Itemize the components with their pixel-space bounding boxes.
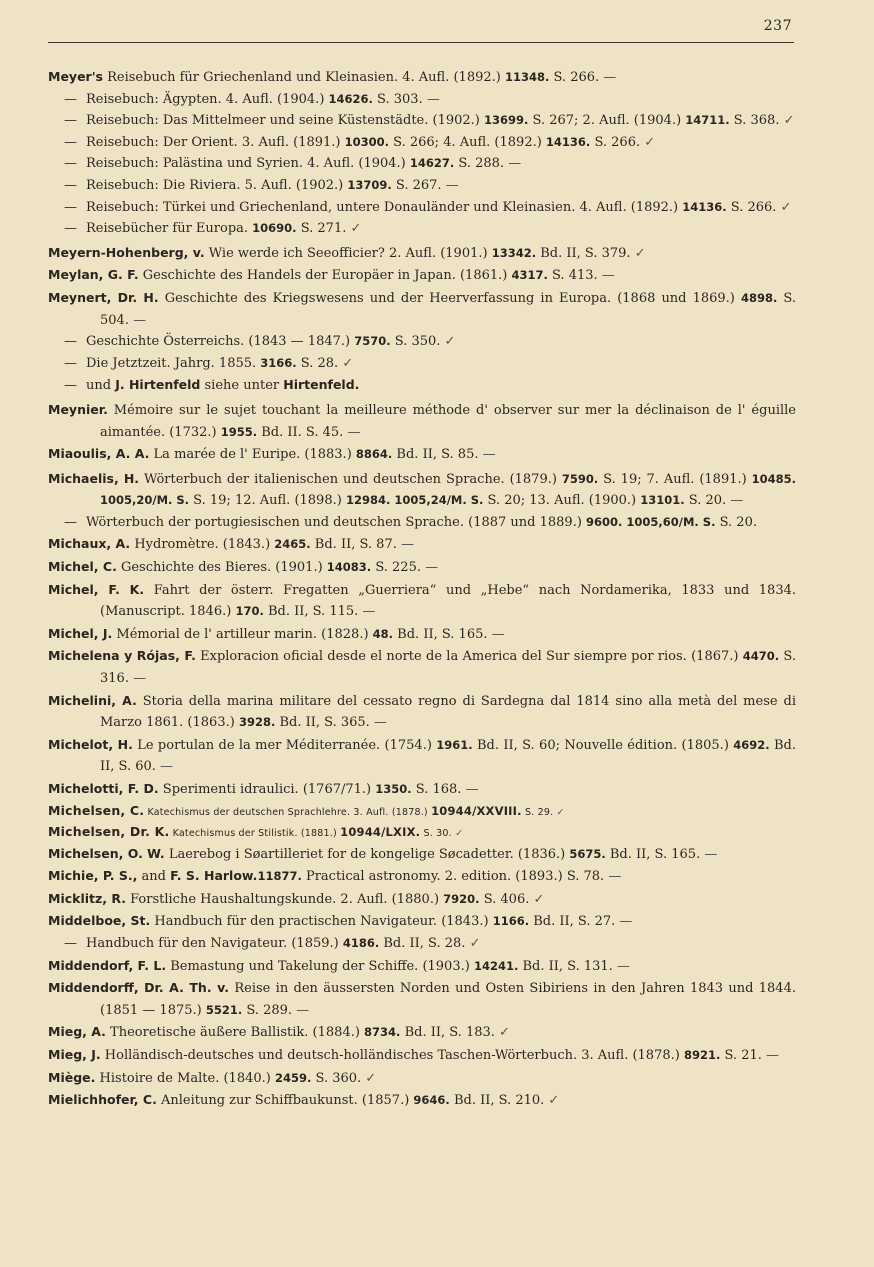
catalog-entry [48,623,796,646]
entry-catalog-number: 13709. [347,177,392,192]
entry-reference: S. 350. [390,334,441,350]
entry-reference: S. 266. [590,134,641,150]
catalog-entry [48,778,796,801]
entry-reference: S. 271. [296,221,347,237]
entry-reference: Bd. II, S. 379. [536,245,631,261]
entry-title: Fahrt der österr. Fregatten „Guerriera“ und „Hebe“ nach Nordamerika, 1833 und 1834. (Manuscript. 1846.) [100,582,796,620]
entry-catalog-number: 11877. [257,869,302,884]
entry-catalog-number: 8921. [683,1047,721,1062]
entry-reference: S. 78. [566,869,605,885]
entry-author: Michaelis, H. [48,470,140,486]
entry-catalog-number: 8734. [364,1025,401,1040]
catalog-entry [48,197,796,219]
entry-author: Meyer's [48,69,103,84]
check-mark: — [369,715,387,731]
ditto-dash: — [64,113,77,129]
entry-author: Mieg, A. [48,1024,106,1040]
ditto-dash: — [64,334,77,350]
catalog-entry [48,801,796,822]
entry-catalog-number: 12984. 1005,24/M. S. [345,493,484,508]
entry-author: Middelboe, St. [48,913,151,929]
entry-catalog-number: 4692. [733,737,770,752]
catalog-entry [48,1089,796,1112]
entry-catalog-number: 170. [235,604,264,619]
check-mark: — [612,958,630,974]
entry-reference: S. 288. [454,156,505,172]
entry-title: Wörterbuch der portugiesischen und deutschen Sprache. (1887 und 1889.) [86,514,587,530]
catalog-entry [48,242,796,265]
entry-reference: S. 504. [100,290,796,328]
check-mark: ✓ [779,113,795,129]
entry-title: Reise in den äussersten Norden und Osten Sibiriens in den Jahren 1843 und 1844. (1851 — 1875.) [100,981,796,1018]
catalog-entry [48,443,796,466]
page-number: 237 [763,18,792,34]
check-mark: — [155,759,174,775]
check-mark: ✓ [776,199,792,215]
catalog-entry [48,66,796,89]
check-mark: ✓ [529,891,545,907]
entry-catalog-number: 7920. [443,891,480,906]
catalog-entry [48,822,796,843]
entry-catalog-number: 1955. [220,424,258,439]
check-mark: — [700,846,718,862]
catalog-entry [48,374,796,397]
ditto-dash: — [64,177,77,193]
catalog-entry [48,933,796,955]
entry-catalog-number: 1350. [375,782,412,796]
check-mark: — [478,447,496,463]
catalog-entry [48,1067,796,1090]
entry-title: Reisebuch: Palästina und Syrien. 4. Aufl. (1904.) [86,156,410,172]
check-mark: ✓ [338,355,354,371]
catalog-entry [48,399,796,443]
check-mark: — [597,268,615,284]
catalog-entry [48,153,796,175]
ditto-dash: — [64,134,77,150]
check-mark: — [343,424,361,440]
entry-reference: S. 225. [371,560,421,576]
catalog-entry [48,218,796,240]
entry-title: Die Jetztzeit. Jahrg. 1855. [86,355,261,371]
catalog-entry [48,1044,796,1067]
entry-title: Handbuch für den practischen Navigateur. (1843.) [150,914,493,930]
check-mark: — [420,560,439,576]
catalog-entry [48,353,796,375]
entry-reference: Bd. II, S. 27. [529,914,616,930]
entry-coauthor: F. S. Harlow. [170,868,258,884]
entry-reference: Bd. II, S. 365. [275,715,370,731]
entry-author: Michel, J. [48,625,113,641]
entry-reference: Bd. II, S. 60. [100,737,796,775]
entry-catalog-number: 14626. [328,91,373,106]
catalog-entry [48,910,796,933]
check-mark: ✓ [440,334,456,350]
entry-reference: S. 368. [729,113,780,129]
catalog-entry [48,287,796,331]
entry-title: Exploracion oficial desde el norte de la America del Sur siempre por rios. (1867.) [195,649,743,665]
entry-catalog-number: 4317. [511,268,548,283]
entry-title: Hydromètre. (1843.) [130,537,275,553]
entry-author: Michie, P. S., [48,868,138,884]
entry-author: Middendorf, F. L. [48,957,167,973]
entry-catalog-number: 7590. [561,471,599,486]
entry-title: Mémoire sur le sujet touchant la meilleure méthode d' observer sur mer la déclinaison de l' éguille aimantée. (1732.) [100,402,796,440]
entry-author: Meylan, G. F. [48,267,139,283]
entry-cross-reference: Hirtenfeld. [283,377,360,393]
ditto-dash: — [64,156,77,172]
entry-title: Wörterbuch der italienischen und deutschen Sprache. (1879.) [139,471,562,487]
entry-author: Michelotti, F. D. [48,781,159,796]
catalog-entry [48,579,796,623]
entry-catalog-number: 4898. [740,290,778,305]
check-mark: — [599,70,617,85]
entry-catalog-number: 10485. 1005,20/M. S. [100,471,797,508]
entry-author: Michelena y Rójas, F. [48,648,196,664]
catalog-entry [48,264,796,287]
entry-catalog-number: 9600. 1005,60/M. S. [586,514,716,529]
catalog-entry [48,690,796,734]
check-mark: ✓ [640,134,656,150]
entry-author: Middendorff, Dr. A. Th. v. [48,980,229,996]
ditto-dash: — [64,378,77,394]
entry-catalog-number: 13342. [491,245,537,260]
catalog-entry [48,645,796,689]
entry-reference: S. 316. [100,649,796,687]
ditto-dash: — [64,935,77,951]
entry-reference: Bd. II, S. 165. [605,846,701,862]
check-mark: — [604,869,622,885]
entry-reference: Bd. II. S. 45. [257,424,344,440]
catalog-entry [48,888,796,911]
entry-catalog-number: 4186. [342,935,380,950]
entry-catalog-number: 9646. [413,1093,450,1108]
entry-author: Michelsen, Dr. K. [48,823,170,839]
entry-author: Micklitz, R. [48,890,126,906]
entry-reference: Bd. II, S. 28. [379,935,466,951]
entry-reference: Bd. II, S. 183. [400,1025,495,1041]
check-mark: — [461,782,479,797]
entry-title: Reisebuch: Der Orient. 3. Aufl. (1891.) [86,134,345,150]
entry-title: and [137,869,171,885]
ditto-dash: — [64,514,77,530]
entry-catalog-number: 2465. [274,537,311,552]
check-mark: — [396,537,415,553]
entry-reference: S. 28. [296,355,339,371]
catalog-entry [48,533,796,556]
entry-reference: Bd. II, S. 85. [392,447,479,463]
entry-author: Michelsen, C. [48,802,145,818]
entry-title: Geschichte des Bieres. (1901.) [116,560,327,576]
catalog-entry [48,977,796,1021]
entry-reference: S. 168. [411,782,462,797]
entry-reference: S. 303. [372,91,423,107]
entry-reference: Bd. II, S. 115. [263,604,359,620]
check-mark: ✓ [494,1025,510,1041]
entry-title: La marée de l' Euripe. (1883.) [149,447,356,463]
entry-title: Reisebuch: Das Mittelmeer und seine Küstenstädte. (1902.) [86,113,484,129]
entry-catalog-number: 7570. [354,334,391,349]
entry-catalog-number: 10300. [344,134,390,149]
entry-reference: Bd. II, S. 165. [393,626,488,642]
entry-reference: Bd. II, S. 87. [310,537,397,553]
entry-reference: S. 19; 12. Aufl. (1898.) [189,493,346,509]
check-mark: — [128,312,147,328]
entry-title: Geschichte Österreichs. (1843 — 1847.) [86,334,355,350]
entry-title: Katechismus der Stilistik. (1881.) [169,827,341,839]
entry-catalog-number: 13101. [640,493,685,508]
check-mark: — [441,177,459,193]
entry-reference: S. 20. [715,514,757,530]
entry-title: Reisebuch: Ägypten. 4. Aufl. (1904.) [86,91,329,107]
entry-title: Geschichte des Handels der Europäer in Japan. (1861.) [138,268,512,284]
check-mark: — [358,604,376,620]
check-mark: ✓ [544,1093,560,1109]
entry-author: Michelsen, O. W. [48,845,165,861]
check-mark: ✓ [630,245,646,261]
entry-author: Meynier. [48,401,108,417]
entry-catalog-number: 8864. [355,447,393,462]
entry-author: Mielichhofer, C. [48,1092,157,1108]
ditto-dash: — [64,221,77,237]
catalog-entries [48,66,796,1112]
entry-title: und [86,378,116,394]
entry-author: Mieg, J. [48,1046,101,1062]
entry-title: Reisebuch für Griechenland und Kleinasien. 4. Aufl. (1892.) [102,70,505,85]
entry-catalog-number: 3928. [238,715,276,730]
entry-reference: S. 29. [521,806,554,818]
entry-author: Michel, C. [48,559,117,575]
entry-title: Reisebuch: Türkei und Griechenland, untere Donauländer und Kleinasien. 4. Aufl. (1892.) [86,199,683,215]
entry-title: Storia della marina militare del cessato regno di Sardegna dal 1814 sino alla metà del mese di Marzo 1861. (1863.) [100,693,796,731]
catalog-entry [48,175,796,197]
entry-title: Anleitung zur Schiffbaukunst. (1857.) [156,1093,414,1109]
entry-author: Meyern-Hohenberg, v. [48,244,205,260]
entry-title: Wie werde ich Seeofficier? 2. Aufl. (1901.) [204,245,492,261]
entry-catalog-number: 48. [372,626,394,641]
entry-catalog-number: 5521. [205,1002,243,1017]
entry-reference: S. 413. [547,268,598,284]
entry-reference: S. 19; 7. Aufl. (1891.) [598,471,752,487]
check-mark: — [128,671,147,687]
entry-reference: S. 289. [242,1002,293,1018]
entry-reference: S. 20; 13. Aufl. (1900.) [483,493,641,509]
catalog-entry [48,843,796,866]
check-mark: — [292,1002,310,1018]
check-mark: ✓ [361,1070,377,1086]
entry-reference: S. 267. [391,177,442,193]
ditto-dash: — [64,199,77,215]
entry-catalog-number: 11348. [504,70,550,84]
entry-reference: S. 21. [720,1047,762,1063]
entry-title: Reisebuch: Die Riviera. 5. Aufl. (1902.) [86,177,348,193]
entry-title: Holländisch-deutsches und deutsch-holländisches Taschen-Wörterbuch. 3. Aufl. (1878.) [100,1047,684,1063]
entry-author: Michaux, A. [48,536,131,552]
check-mark: — [504,156,522,172]
entry-reference: Bd. II, S. 131. [518,958,613,974]
entry-title: Sperimenti idraulici. (1767/71.) [158,782,376,797]
entry-reference: siehe unter [200,378,284,394]
entry-catalog-number: 1166. [492,914,530,929]
check-mark: — [726,493,744,509]
check-mark: — [487,626,505,642]
ditto-dash: — [64,91,77,107]
entry-title: Geschichte des Kriegswesens und der Heerverfassung in Europa. (1868 und 1869.) [158,290,741,306]
catalog-entry [48,468,796,512]
entry-reference: S. 406. [479,891,530,907]
header-rule [48,42,794,43]
catalog-entry [48,331,796,353]
entry-catalog-number: 4470. [742,649,780,664]
check-mark: ✓ [346,221,362,237]
entry-title: Theoretische äußere Ballistik. (1884.) [105,1025,365,1041]
entry-title: Forstliche Haushaltungskunde. 2. Aufl. (1880.) [125,891,444,907]
entry-reference: Practical astronomy. 2. edition. (1893.) [301,869,567,885]
entry-catalog-number: 14083. [326,560,372,575]
catalog-entry [48,512,796,534]
entry-reference: Bd. II, S. 210. [449,1093,545,1109]
entry-reference: S. 267; 2. Aufl. (1904.) [528,113,686,129]
entry-author: Michelot, H. [48,736,133,752]
check-mark: ✓ [465,935,481,951]
entry-title: Le portulan de la mer Méditerranée. (1754.) [132,737,437,753]
entry-title: Mémorial de l' artilleur marin. (1828.) [112,626,373,642]
entry-reference: Bd. II, S. 60; Nouvelle édition. (1805.) [472,737,734,753]
entry-reference: S. 266. [549,70,600,85]
check-mark: — [615,914,633,930]
catalog-entry [48,734,796,778]
entry-author: Michel, F. K. [48,581,145,597]
entry-catalog-number: 14711. [685,113,730,128]
entry-catalog-number: 14241. [473,958,519,973]
entry-catalog-number: 1961. [436,737,473,752]
entry-author: Miaoulis, A. A. [48,446,150,462]
entry-author: Michelini, A. [48,692,137,708]
catalog-entry [48,110,796,132]
entry-title: Reisebücher für Europa. [86,221,253,237]
entry-catalog-number: 5675. [569,846,606,861]
ditto-dash: — [64,355,77,371]
entry-catalog-number: 10690. [252,221,297,236]
catalog-entry [48,132,796,154]
catalog-entry [48,865,796,888]
entry-reference: S. 360. [311,1070,362,1086]
entry-catalog-number: 2459. [274,1070,312,1085]
entry-catalog-number: 14136. [545,134,591,149]
entry-author: Meynert, Dr. H. [48,289,159,305]
entry-reference: S. 266. [726,199,777,215]
entry-catalog-number: 10944/XXVIII. [431,803,522,818]
entry-reference: S. 20. [684,493,727,509]
check-mark: ✓ [451,827,464,839]
entry-title: Laerebog i Søartilleriet for de kongelige Søcadetter. (1836.) [164,846,570,862]
catalog-entry [48,1021,796,1044]
entry-catalog-number: 14627. [409,156,455,171]
check-mark: ✓ [553,806,565,818]
catalog-entry [48,89,796,111]
entry-reference: S. 266; 4. Aufl. (1892.) [389,134,546,150]
check-mark: — [422,91,440,107]
entry-catalog-number: 13699. [484,113,529,128]
entry-catalog-number: 3166. [260,355,297,370]
catalog-entry [48,556,796,579]
catalog-entry [48,955,796,978]
entry-title: Katechismus der deutschen Sprachlehre. 3. Aufl. (1878.) [144,806,432,818]
entry-title: Histoire de Malte. (1840.) [95,1070,275,1086]
check-mark: — [761,1047,780,1063]
entry-title: Handbuch für den Navigateur. (1859.) [86,935,343,951]
entry-catalog-number: 10944/LXIX. [340,824,421,839]
entry-author: Miège. [48,1069,96,1085]
entry-catalog-number: 14136. [682,199,727,214]
entry-title: Bemastung und Takelung der Schiffe. (1903.) [166,958,474,974]
entry-reference: S. 30. [420,827,452,839]
entry-coauthor: J. Hirtenfeld [115,377,201,393]
